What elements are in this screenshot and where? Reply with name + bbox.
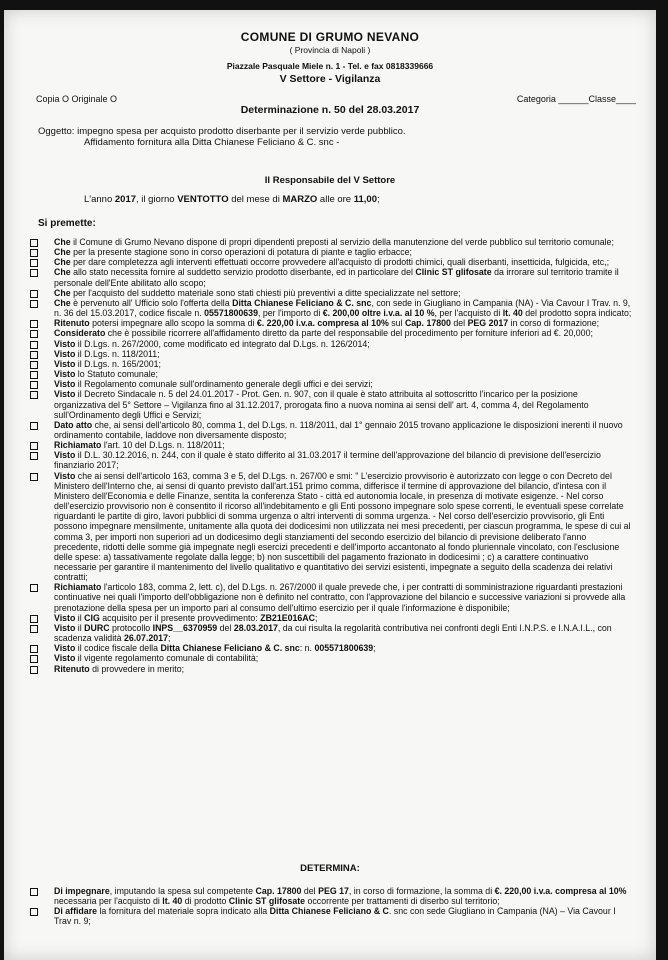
checkbox-icon [30,300,38,308]
list-item [30,664,632,674]
list-item [30,369,632,379]
list-item-text: Dato atto che, ai sensi dell'articolo 80, comma 1, del D.Lgs. n. 118/2011, dal 1° gennaio 2015 trovano applicazione le disposizioni inerenti il nuovo ordinamento contabile, laddove non diversamente disposto; [54,419,623,440]
determina-list [30,886,632,927]
checkbox-icon [30,452,38,460]
list-item [30,247,632,257]
list-item-text: Visto il D.Lgs. n. 165/2001; [54,358,161,369]
list-item-text: Visto il Regolamento comunale sull'ordinamento generale degli uffici e dei servizi; [54,379,373,390]
list-item [30,613,632,623]
list-item-text: Richiamato l'articolo 183, comma 2, lett. c), del D.Lgs. n. 267/2000 il quale prevede che, i per contratti di somministrazione riguardanti prestazioni continuative nei quali l'importo dell'obbligazione non è definito nel contratto, con l'approvazione del bilancio e successive variazioni si provvede alla prenotazione della spesa per un importo pari al consumo dell'ultimo esercizio per il quale l'informazione è disponibile; [54,582,626,613]
list-item-text: Visto il DURC protocollo INPS__6370959 del 28.03.2017, da cui risulta la regolarità contributiva nei confronti degli Enti I.N.P.S. e I.N.A.I.L., con scadenza validità 26.07.2017; [54,622,612,644]
checkbox-icon [30,888,38,896]
list-item [30,450,632,470]
checkbox-icon [30,422,38,430]
si-premette-heading: Si premette: [38,218,96,229]
checkbox-icon [30,645,38,653]
list-item [30,339,632,349]
list-item-text: Che per l'acquisto del suddetto materiale sono stati chiesti più preventivi a ditte specializzate nel settore; [54,287,461,298]
settore: V Settore - Vigilanza [279,73,381,85]
list-item-text: Visto il Decreto Sindacale n. 5 del 24.01.2017 - Prot. Gen. n. 907, con il quale è stato attribuita al sottoscritto l'incarico per la posizione organizzativa del 5° Settore – Vigilanza fino al 31.12.2017, prorogata fino a nuova nomina ai sensi dell' art. 4, comma 4, del Regolamento sull'Ordinamento degli Uffici e Servizi; [54,389,589,420]
list-item-text: Ritenuto potersi impegnare allo scopo la somma di €. 220,00 i.v.a. compresa al 10% sul Cap. 17800 del PEG 2017 in corso di formazione; [54,318,600,329]
list-item [30,582,632,612]
list-item [30,267,632,287]
checkbox-icon [30,584,38,592]
checkbox-icon [30,320,38,328]
list-item-text: Che è pervenuto all' Ufficio solo l'offerta della Ditta Chianese Feliciano & C. snc, con sede in Giugliano in Campania (NA) - Via Cavour I Trav. n. 9, n. 36 del 15.03.2017, codice fiscale n. 05571800639, per l'importo di €. 200,00 oltre i.v.a. al 10 %, per l'acquisto di lt. 40 del prodotto sopra indicato; [54,297,632,319]
checkbox-icon [30,351,38,359]
list-item-text: Visto il vigente regolamento comunale di contabilità; [54,653,259,664]
list-item-text: Che il Comune di Grumo Nevano dispone di propri dipendenti preposti al servizio della manutenzione del verde pubblico sul territorio comunale; [54,237,614,247]
list-item-text: Di affidare la fornitura del materiale sopra indicato alla Ditta Chianese Feliciano & C. snc con sede Giugliano in Campania (NA) – Via Cavour I Trav n. 9; [54,906,616,927]
list-item [30,886,632,906]
list-item [30,318,632,328]
document-page [4,10,656,960]
list-item-text: Visto il D.Lgs. n. 267/2000, come modificato ed integrato dal D.Lgs. n. 126/2014; [54,338,370,349]
list-item-text: Visto il codice fiscale della Ditta Chianese Feliciano & C. snc: n. 005571800639; [54,643,376,654]
checkbox-icon [30,473,38,481]
letterhead [4,30,656,85]
list-item-text: Ritenuto di provvedere in merito; [54,663,185,674]
responsabile-heading: Il Responsabile del V Settore [264,175,396,186]
list-item [30,906,632,926]
list-item-text: Visto che ai sensi dell'articolo 163, comma 3 e 5, del D.Lgs. n. 267/00 e smi: " L'esercizio provvisorio è autorizzato con legge o con Decreto del Ministero dell'Interno che, ai sensi di quanto previsto dall'art.151 primo comma, differisce il termine di approvazione del bilancio, d'intesa con il Ministero dell'Economia e delle Finanze, sentita la conferenza Stato - città ed autonomia locale, in presenza di motivate esigenze. - Nel corso dell'esercizio provvisorio non è consentito il ricorso all'indebitamento e gli Enti possono impegnare solo spese correnti, le eventuali spese correlate riguardanti le partite di giro, lavori pubblici di somma urgenza o altri interventi di somma urgenza. - Nel corso dell'esercizio provvisorio, gli Enti possono impegnare mensilmente, unitamente alla quota dei dodicesimi non utilizzata nei mesi precedenti, per ciascun programma, le spese di cui al comma 3, per importi non superiori ad un dodicesimo degli stanziamenti del secondo esercizio del bilancio di previsione deliberato l'anno precedente, ridotti delle somme già impegnate negli esercizi precedenti e dell'importo accantonato al fondo pluriennale vincolato, con l'esclusione delle spese: a) tassativamente regolate dalla legge; b) non suscettibili del pagamento frazionato in dodicesimi ; c) a carattere continuativo necessarie per garantire il mantenimento del livello qualitativo e quantitativo dei servizi esistenti, impegnate a seguito della scadenza dei relativi contratti; [54,470,631,583]
checkbox-icon [30,361,38,369]
list-item-text: Visto lo Statuto comunale; [54,369,159,380]
oggetto-line-1: Oggetto: impegno spesa per acquisto prodotto diserbante per il servizio verde pubblico. [38,126,406,137]
list-item [30,623,632,643]
list-item-text: Che allo stato necessita fornire al suddetto servizio prodotto diserbante, ed in particolare del Clinic ST glifosate da irrorare sul territorio tramite il personale dell'Ente abilitato allo scopo; [54,267,619,288]
checkbox-icon [30,391,38,399]
checkbox-icon [30,615,38,623]
determinazione-title: Determinazione n. 50 del 28.03.2017 [240,104,420,116]
list-item [30,440,632,450]
list-item-text: Visto il D.L. 30.12.2016, n. 244, con il quale è stato differito al 31.03.2017 il termine dell'approvazione del bilancio di previsione dell'esercizio finanziario 2017; [54,450,601,471]
checkbox-icon [30,290,38,298]
checkbox-icon [30,371,38,379]
checkbox-icon [30,666,38,674]
checkbox-icon [30,442,38,450]
list-item-text: Che per dare completezza agli interventi effettuati occorre provvedere all'acquisto di prodotti chimici, quali diserbanti, insetticida, fulgicida, etc,; [54,257,610,268]
checkbox-icon [30,259,38,267]
checkbox-icon [30,341,38,349]
list-item-text: Di impegnare, imputando la spesa sul competente Cap. 17800 del PEG 17, in corso di formazione, la somma di €. 220,00 i.v.a. compresa al 10% necessaria per l'acquisto di lt. 40 di prodotto Clinic ST glifosate occorrente per trattamenti di diserbo sul territorio; [54,886,627,907]
list-item-text: Che per la presente stagione sono in corso operazioni di potatura di piante e taglio erbacce; [54,247,412,258]
checkbox-icon [30,625,38,633]
premesse-list [30,237,632,674]
checkbox-icon [30,239,38,247]
checkbox-icon [30,908,38,916]
list-item [30,420,632,440]
list-item [30,349,632,359]
list-item [30,257,632,267]
copia-originale: Copia O Originale O [36,94,118,104]
checkbox-icon [30,269,38,277]
list-item-text: Visto il D.Lgs. n. 118/2011; [54,348,160,359]
list-item [30,379,632,389]
list-item [30,643,632,653]
list-item [30,298,632,318]
checkbox-icon [30,655,38,663]
categoria-classe: Categoria ______Classe____ [516,94,636,104]
list-item [30,653,632,663]
determina-heading: DETERMINA: [300,863,360,874]
date-line: L'anno 2017, il giorno VENTOTTO del mese di MARZO alle ore 11,00; [84,194,380,205]
checkbox-icon [30,330,38,338]
provincia: ( Provincia di Napoli ) [289,45,371,55]
list-item [30,389,632,419]
list-item [30,288,632,298]
list-item [30,471,632,583]
oggetto-line-2: Affidamento fornitura alla Ditta Chianese Feliciano & C. snc - [84,137,340,148]
list-item [30,328,632,338]
comune-name: COMUNE DI GRUMO NEVANO [240,30,420,44]
checkbox-icon [30,249,38,257]
oggetto [38,126,406,148]
list-item-text: Considerato che è possibile ricorrere all'affidamento diretto da parte del responsabile del procedimento per forniture inferiori ad €. 20,000; [54,328,593,339]
checkbox-icon [30,381,38,389]
list-item-text: Visto il CIG acquisito per il presente provvedimento: ZB21E016AC; [54,612,318,623]
list-item [30,237,632,247]
list-item-text: Richiamato l'art. 10 del D.Lgs. n. 118/2011; [54,440,225,451]
address: Piazzale Pasquale Miele n. 1 - Tel. e fax 0818339666 [226,61,434,71]
list-item [30,359,632,369]
